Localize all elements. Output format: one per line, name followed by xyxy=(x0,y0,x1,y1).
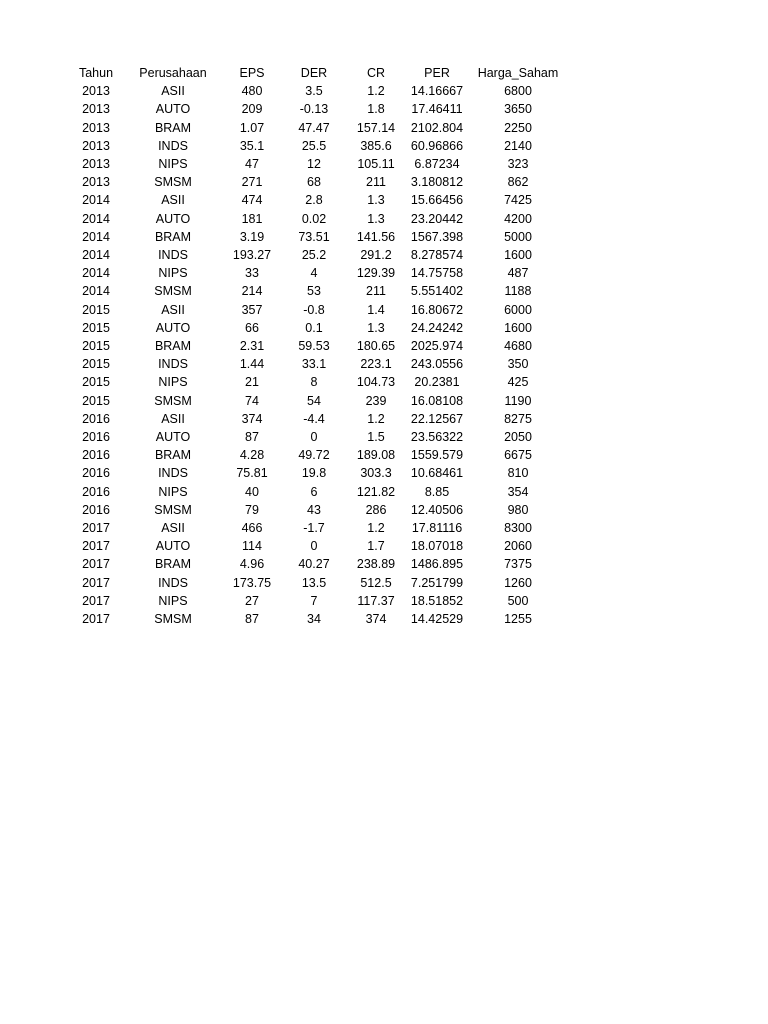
cell-eps[interactable]: 3.19 xyxy=(239,229,265,244)
cell-der[interactable]: 49.72 xyxy=(298,448,330,463)
cell-harga-saham[interactable]: 2250 xyxy=(504,120,532,135)
cell-eps[interactable]: 35.1 xyxy=(239,138,265,153)
cell-per[interactable]: 20.2381 xyxy=(414,375,460,390)
cell-tahun[interactable]: 2015 xyxy=(82,302,110,317)
table-row xyxy=(66,246,570,264)
financial-data-table xyxy=(66,64,570,628)
cell-harga-saham[interactable]: 1600 xyxy=(504,248,532,263)
cell-der[interactable]: 53 xyxy=(307,284,321,299)
cell-cr[interactable]: 1.2 xyxy=(367,84,385,99)
cell-perusahaan[interactable]: BRAM xyxy=(154,339,192,354)
cell-cr[interactable]: 286 xyxy=(365,502,387,517)
cell-perusahaan[interactable]: NIPS xyxy=(158,593,188,608)
column-header-harga-saham[interactable]: Harga_Saham xyxy=(477,66,559,80)
cell-cr[interactable]: 211 xyxy=(366,284,386,299)
cell-der[interactable]: 0.02 xyxy=(301,211,327,226)
table-row xyxy=(66,337,570,355)
cell-eps[interactable]: 1.44 xyxy=(239,357,265,372)
cell-cr[interactable]: 104.73 xyxy=(356,375,396,390)
cell-per[interactable]: 17.46411 xyxy=(411,102,463,117)
table-row xyxy=(66,210,570,228)
cell-perusahaan[interactable]: AUTO xyxy=(155,211,191,226)
cell-tahun[interactable]: 2015 xyxy=(82,339,110,354)
cell-perusahaan[interactable]: ASII xyxy=(161,411,185,426)
table-row xyxy=(66,119,570,137)
cell-per[interactable]: 14.42529 xyxy=(410,612,464,627)
cell-perusahaan[interactable]: INDS xyxy=(158,357,188,372)
cell-eps[interactable]: 21 xyxy=(245,375,259,390)
cell-cr[interactable]: 1.5 xyxy=(367,430,385,445)
spreadsheet-table-container xyxy=(66,64,570,628)
cell-eps[interactable]: 193.27 xyxy=(232,248,272,263)
cell-per[interactable]: 8.278574 xyxy=(410,248,464,263)
cell-eps[interactable]: 47 xyxy=(245,157,259,172)
table-row xyxy=(66,501,570,519)
cell-perusahaan[interactable]: AUTO xyxy=(155,102,191,117)
cell-per[interactable]: 1559.579 xyxy=(410,448,464,463)
table-row xyxy=(66,519,570,537)
cell-eps[interactable]: 173.75 xyxy=(232,575,272,590)
cell-der[interactable]: 0 xyxy=(310,430,318,445)
cell-der[interactable]: 19.8 xyxy=(301,466,327,481)
cell-cr[interactable]: 223.1 xyxy=(360,357,392,372)
cell-harga-saham[interactable]: 1255 xyxy=(504,612,532,627)
cell-der[interactable]: 12 xyxy=(307,157,321,172)
cell-per[interactable]: 12.40506 xyxy=(410,502,464,517)
table-row xyxy=(66,282,570,300)
cell-harga-saham[interactable]: 2050 xyxy=(504,430,532,445)
cell-tahun[interactable]: 2016 xyxy=(82,411,110,426)
table-row xyxy=(66,446,570,464)
cell-tahun[interactable]: 2014 xyxy=(82,248,110,263)
cell-der[interactable]: 25.5 xyxy=(301,138,327,153)
cell-perusahaan[interactable]: ASII xyxy=(161,302,185,317)
cell-cr[interactable]: 291.2 xyxy=(360,248,392,263)
cell-tahun[interactable]: 2013 xyxy=(82,175,110,190)
cell-harga-saham[interactable]: 7425 xyxy=(504,193,532,208)
cell-cr[interactable]: 121.82 xyxy=(356,484,396,499)
cell-per[interactable]: 5.551402 xyxy=(410,284,464,299)
cell-cr[interactable]: 1.4 xyxy=(367,302,385,317)
cell-eps[interactable]: 27 xyxy=(245,593,259,608)
cell-eps[interactable]: 66 xyxy=(245,320,259,335)
cell-eps[interactable]: 79 xyxy=(245,502,259,517)
cell-perusahaan[interactable]: INDS xyxy=(158,575,188,590)
cell-harga-saham[interactable]: 1260 xyxy=(504,575,532,590)
cell-der[interactable]: 43 xyxy=(307,502,321,517)
cell-eps[interactable]: 214 xyxy=(241,284,263,299)
cell-harga-saham[interactable]: 862 xyxy=(507,175,529,190)
cell-per[interactable]: 10.68461 xyxy=(410,466,464,481)
cell-der[interactable]: -0.8 xyxy=(303,302,325,317)
cell-der[interactable]: 0.1 xyxy=(305,320,323,335)
cell-per[interactable]: 2102.804 xyxy=(410,120,464,135)
cell-cr[interactable]: 1.3 xyxy=(367,320,385,335)
cell-cr[interactable]: 238.89 xyxy=(356,557,396,572)
cell-tahun[interactable]: 2014 xyxy=(82,229,110,244)
cell-harga-saham[interactable]: 323 xyxy=(507,157,529,172)
cell-tahun[interactable]: 2014 xyxy=(82,284,110,299)
cell-der[interactable]: 68 xyxy=(307,175,321,190)
table-row xyxy=(66,373,570,391)
cell-tahun[interactable]: 2015 xyxy=(82,320,110,335)
cell-harga-saham[interactable]: 500 xyxy=(507,593,529,608)
cell-cr[interactable]: 141.56 xyxy=(356,229,396,244)
cell-eps[interactable]: 75.81 xyxy=(236,466,268,481)
cell-tahun[interactable]: 2016 xyxy=(82,484,110,499)
cell-cr[interactable]: 512.5 xyxy=(360,575,392,590)
cell-eps[interactable]: 2.31 xyxy=(239,339,265,354)
cell-perusahaan[interactable]: BRAM xyxy=(154,120,192,135)
cell-cr[interactable]: 1.7 xyxy=(367,539,385,554)
cell-per[interactable]: 17.81116 xyxy=(411,521,463,536)
cell-der[interactable]: 7 xyxy=(310,593,318,608)
cell-per[interactable]: 16.08108 xyxy=(410,393,464,408)
cell-perusahaan[interactable]: NIPS xyxy=(158,157,188,172)
cell-perusahaan[interactable]: ASII xyxy=(161,193,185,208)
cell-perusahaan[interactable]: INDS xyxy=(158,138,188,153)
cell-cr[interactable]: 1.2 xyxy=(367,411,385,426)
cell-cr[interactable]: 189.08 xyxy=(356,448,396,463)
cell-harga-saham[interactable]: 8275 xyxy=(504,411,532,426)
table-row xyxy=(66,574,570,592)
cell-per[interactable]: 14.16667 xyxy=(410,84,464,99)
cell-per[interactable]: 24.24242 xyxy=(410,320,464,335)
cell-tahun[interactable]: 2015 xyxy=(82,375,110,390)
cell-perusahaan[interactable]: BRAM xyxy=(154,557,192,572)
cell-harga-saham[interactable]: 4680 xyxy=(504,339,532,354)
cell-per[interactable]: 1567.398 xyxy=(410,229,464,244)
cell-der[interactable]: 47.47 xyxy=(298,120,330,135)
cell-perusahaan[interactable]: NIPS xyxy=(158,266,188,281)
column-header-eps[interactable]: EPS xyxy=(239,66,265,80)
cell-per[interactable]: 23.56322 xyxy=(410,430,464,445)
cell-harga-saham[interactable]: 1190 xyxy=(504,393,532,408)
table-row xyxy=(66,592,570,610)
cell-harga-saham[interactable]: 4200 xyxy=(504,211,532,226)
cell-der[interactable]: -0.13 xyxy=(299,102,329,117)
cell-cr[interactable]: 180.65 xyxy=(356,339,396,354)
cell-cr[interactable]: 1.3 xyxy=(367,211,385,226)
cell-tahun[interactable]: 2013 xyxy=(82,120,110,135)
cell-perusahaan[interactable]: SMSM xyxy=(154,175,192,190)
cell-harga-saham[interactable]: 5000 xyxy=(504,229,532,244)
column-header-perusahaan[interactable]: Perusahaan xyxy=(139,66,207,80)
cell-tahun[interactable]: 2014 xyxy=(82,266,110,281)
cell-harga-saham[interactable]: 1188 xyxy=(504,284,532,299)
cell-cr[interactable]: 157.14 xyxy=(356,120,396,135)
cell-der[interactable]: 25.2 xyxy=(301,248,327,263)
cell-harga-saham[interactable]: 7375 xyxy=(504,557,532,572)
table-row xyxy=(66,428,570,446)
header-row xyxy=(66,64,570,82)
cell-tahun[interactable]: 2015 xyxy=(82,393,110,408)
table-body xyxy=(66,82,570,628)
cell-harga-saham[interactable]: 8300 xyxy=(504,521,532,536)
cell-eps[interactable]: 357 xyxy=(241,302,263,317)
cell-eps[interactable]: 271 xyxy=(241,175,263,190)
cell-der[interactable]: 0 xyxy=(310,539,318,554)
cell-der[interactable]: 6 xyxy=(310,484,318,499)
cell-perusahaan[interactable]: SMSM xyxy=(154,284,192,299)
table-row xyxy=(66,555,570,573)
cell-per[interactable]: 22.12567 xyxy=(410,411,464,426)
cell-eps[interactable]: 33 xyxy=(245,266,259,281)
cell-der[interactable]: 59.53 xyxy=(298,339,330,354)
cell-per[interactable]: 6.87234 xyxy=(414,157,460,172)
cell-perusahaan[interactable]: ASII xyxy=(161,84,185,99)
cell-der[interactable]: -1.7 xyxy=(303,521,325,536)
cell-der[interactable]: 34 xyxy=(307,612,321,627)
cell-per[interactable]: 1486.895 xyxy=(410,557,464,572)
cell-harga-saham[interactable]: 6800 xyxy=(504,84,532,99)
cell-cr[interactable]: 239 xyxy=(365,393,387,408)
cell-der[interactable]: 3.5 xyxy=(305,84,323,99)
cell-der[interactable]: 13.5 xyxy=(301,575,327,590)
cell-per[interactable]: 60.96866 xyxy=(410,138,464,153)
cell-perusahaan[interactable]: AUTO xyxy=(155,320,191,335)
cell-tahun[interactable]: 2013 xyxy=(82,102,110,117)
cell-tahun[interactable]: 2017 xyxy=(82,539,110,554)
table-row xyxy=(66,173,570,191)
column-header-der[interactable]: DER xyxy=(300,66,328,80)
cell-tahun[interactable]: 2016 xyxy=(82,448,110,463)
table-row xyxy=(66,228,570,246)
table-row xyxy=(66,191,570,209)
cell-cr[interactable]: 385.6 xyxy=(360,138,392,153)
cell-eps[interactable]: 374 xyxy=(241,411,263,426)
table-row xyxy=(66,301,570,319)
cell-eps[interactable]: 87 xyxy=(245,612,259,627)
cell-cr[interactable]: 117.37 xyxy=(357,593,395,608)
cell-per[interactable]: 18.51852 xyxy=(410,593,464,608)
cell-cr[interactable]: 1.3 xyxy=(367,193,385,208)
cell-der[interactable]: 8 xyxy=(310,375,318,390)
cell-eps[interactable]: 209 xyxy=(241,102,263,117)
cell-per[interactable]: 2025.974 xyxy=(410,339,464,354)
cell-harga-saham[interactable]: 2140 xyxy=(504,138,532,153)
cell-harga-saham[interactable]: 425 xyxy=(507,375,529,390)
cell-eps[interactable]: 87 xyxy=(245,430,259,445)
cell-eps[interactable]: 1.07 xyxy=(239,120,265,135)
table-row xyxy=(66,464,570,482)
table-row xyxy=(66,100,570,118)
cell-tahun[interactable]: 2017 xyxy=(82,593,110,608)
cell-perusahaan[interactable]: NIPS xyxy=(158,375,188,390)
table-row xyxy=(66,137,570,155)
cell-harga-saham[interactable]: 2060 xyxy=(504,539,532,554)
table-row xyxy=(66,483,570,501)
column-header-per[interactable]: PER xyxy=(424,66,450,80)
cell-tahun[interactable]: 2015 xyxy=(82,357,110,372)
table-row xyxy=(66,319,570,337)
cell-perusahaan[interactable]: NIPS xyxy=(158,484,188,499)
cell-der[interactable]: 2.8 xyxy=(305,193,323,208)
cell-per[interactable]: 18.07018 xyxy=(410,539,464,554)
table-row xyxy=(66,410,570,428)
cell-der[interactable]: 40.27 xyxy=(298,557,330,572)
cell-eps[interactable]: 4.96 xyxy=(239,557,265,572)
cell-tahun[interactable]: 2016 xyxy=(82,466,110,481)
cell-cr[interactable]: 303.3 xyxy=(360,466,392,481)
cell-perusahaan[interactable]: BRAM xyxy=(154,448,192,463)
cell-tahun[interactable]: 2017 xyxy=(82,612,110,627)
cell-per[interactable]: 3.180812 xyxy=(410,175,464,190)
cell-perusahaan[interactable]: SMSM xyxy=(154,393,192,408)
cell-eps[interactable]: 40 xyxy=(245,484,259,499)
cell-eps[interactable]: 114 xyxy=(242,539,262,554)
cell-cr[interactable]: 374 xyxy=(365,612,387,627)
cell-perusahaan[interactable]: BRAM xyxy=(154,229,192,244)
cell-perusahaan[interactable]: INDS xyxy=(158,248,188,263)
cell-cr[interactable]: 1.8 xyxy=(367,102,385,117)
cell-tahun[interactable]: 2013 xyxy=(82,138,110,153)
cell-per[interactable]: 8.85 xyxy=(424,484,450,499)
cell-per[interactable]: 16.80672 xyxy=(410,302,464,317)
cell-perusahaan[interactable]: INDS xyxy=(158,466,188,481)
cell-cr[interactable]: 1.2 xyxy=(367,521,385,536)
cell-per[interactable]: 15.66456 xyxy=(410,193,464,208)
cell-per[interactable]: 23.20442 xyxy=(410,211,464,226)
cell-cr[interactable]: 211 xyxy=(366,175,386,190)
table-row xyxy=(66,355,570,373)
cell-per[interactable]: 243.0556 xyxy=(410,357,464,372)
cell-tahun[interactable]: 2016 xyxy=(82,502,110,517)
table-row xyxy=(66,537,570,555)
cell-der[interactable]: 33.1 xyxy=(301,357,327,372)
table-row xyxy=(66,392,570,410)
cell-tahun[interactable]: 2014 xyxy=(82,193,110,208)
cell-harga-saham[interactable]: 1600 xyxy=(504,320,532,335)
cell-harga-saham[interactable]: 980 xyxy=(507,502,529,517)
cell-eps[interactable]: 181 xyxy=(241,211,263,226)
cell-harga-saham[interactable]: 6000 xyxy=(504,302,532,317)
cell-eps[interactable]: 4.28 xyxy=(239,448,265,463)
cell-perusahaan[interactable]: ASII xyxy=(161,521,185,536)
table-row xyxy=(66,82,570,100)
cell-per[interactable]: 7.251799 xyxy=(410,575,464,590)
cell-der[interactable]: -4.4 xyxy=(303,411,325,426)
cell-cr[interactable]: 105.11 xyxy=(357,157,395,172)
cell-der[interactable]: 4 xyxy=(310,266,318,281)
cell-perusahaan[interactable]: AUTO xyxy=(155,539,191,554)
cell-eps[interactable]: 466 xyxy=(241,521,263,536)
cell-harga-saham[interactable]: 3650 xyxy=(504,102,532,117)
cell-per[interactable]: 14.75758 xyxy=(410,266,464,281)
cell-perusahaan[interactable]: AUTO xyxy=(155,430,191,445)
column-header-tahun[interactable]: Tahun xyxy=(78,66,114,80)
cell-harga-saham[interactable]: 6675 xyxy=(504,448,532,463)
cell-eps[interactable]: 474 xyxy=(241,193,263,208)
cell-harga-saham[interactable]: 350 xyxy=(507,357,529,372)
cell-cr[interactable]: 129.39 xyxy=(356,266,396,281)
cell-tahun[interactable]: 2016 xyxy=(82,430,110,445)
table-row xyxy=(66,264,570,282)
cell-tahun[interactable]: 2017 xyxy=(82,521,110,536)
cell-perusahaan[interactable]: SMSM xyxy=(154,612,192,627)
cell-perusahaan[interactable]: SMSM xyxy=(154,502,192,517)
cell-harga-saham[interactable]: 354 xyxy=(507,484,529,499)
cell-tahun[interactable]: 2014 xyxy=(82,211,110,226)
table-row xyxy=(66,610,570,628)
column-header-cr[interactable]: CR xyxy=(366,66,386,80)
cell-der[interactable]: 54 xyxy=(307,393,321,408)
cell-tahun[interactable]: 2013 xyxy=(82,157,110,172)
cell-harga-saham[interactable]: 487 xyxy=(507,266,529,281)
cell-tahun[interactable]: 2017 xyxy=(82,557,110,572)
cell-der[interactable]: 73.51 xyxy=(298,229,330,244)
cell-harga-saham[interactable]: 810 xyxy=(507,466,529,481)
cell-eps[interactable]: 480 xyxy=(241,84,263,99)
cell-tahun[interactable]: 2017 xyxy=(82,575,110,590)
cell-tahun[interactable]: 2013 xyxy=(82,84,110,99)
table-row xyxy=(66,155,570,173)
cell-eps[interactable]: 74 xyxy=(245,393,259,408)
